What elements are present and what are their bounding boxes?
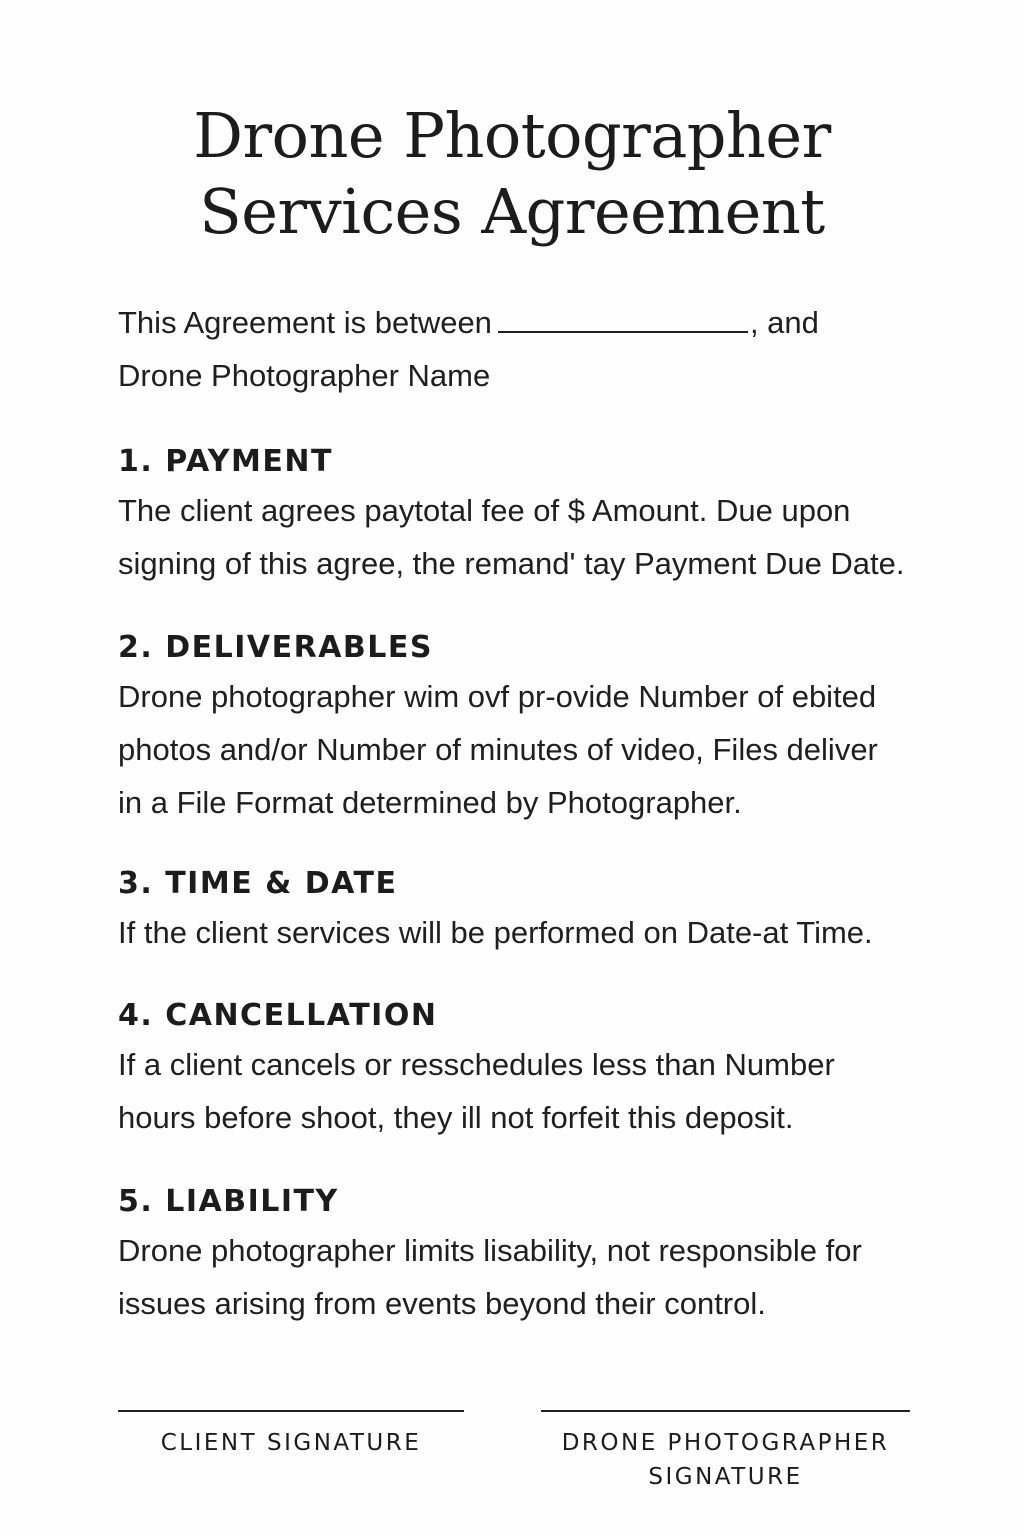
client-name-blank[interactable] (498, 301, 748, 333)
title-line-1: Drone Photographer (193, 99, 831, 172)
client-signature-label: CLIENT SIGNATURE (160, 1430, 422, 1456)
section-line: photos and/or Number of minutes of video, Files deliver (118, 732, 878, 767)
section-line: signing of this agree, the remand' tay Payment Due Date. (118, 546, 905, 581)
section-line: issues arising from events beyond their control. (118, 1286, 766, 1321)
section-line: If a client cancels or resschedules less than Number (118, 1047, 835, 1082)
section-line: Drone photographer wim ovf pr-ovide Number of ebited (118, 679, 877, 714)
intro-suffix: , and (749, 305, 819, 340)
photographer-label-line-2: SIGNATURE (648, 1464, 803, 1490)
client-signature-line[interactable] (118, 1410, 464, 1412)
section-heading: 1. PAYMENT (118, 444, 333, 479)
section-line: Drone photographer limits lisability, not responsible for (118, 1233, 862, 1268)
section-deliverables (118, 628, 948, 829)
section-line: hours before shoot, they ill not forfeit this deposit. (118, 1100, 794, 1135)
client-signature-block (118, 1410, 464, 1460)
section-heading: 3. TIME & DATE (118, 866, 398, 901)
photographer-signature-label (541, 1426, 910, 1494)
section-line: The client agrees paytotal fee of $ Amount. Due upon (118, 493, 851, 528)
title-line-2: Services Agreement (199, 175, 825, 248)
section-heading: 5. LIABILITY (118, 1184, 339, 1219)
photographer-signature-block (541, 1410, 910, 1494)
section-payment (118, 442, 948, 590)
section-heading: 4. CANCELLATION (118, 998, 438, 1033)
section-heading: 2. DELIVERABLES (118, 630, 433, 665)
photographer-signature-line[interactable] (541, 1410, 910, 1412)
section-line: in a File Format determined by Photographer. (118, 785, 742, 820)
photographer-label-line-1: DRONE PHOTOGRAPHER (561, 1430, 890, 1456)
section-time-date (118, 864, 948, 959)
document-title (0, 98, 1024, 250)
section-line: If the client services will be performed on Date-at Time. (118, 915, 873, 950)
section-cancellation (118, 996, 948, 1144)
intro-prefix: This Agreement is between (118, 305, 492, 340)
intro-line-1 (118, 296, 938, 349)
section-liability (118, 1182, 948, 1330)
intro-line-2: Drone Photographer Name (118, 358, 491, 393)
intro-paragraph (118, 296, 938, 402)
